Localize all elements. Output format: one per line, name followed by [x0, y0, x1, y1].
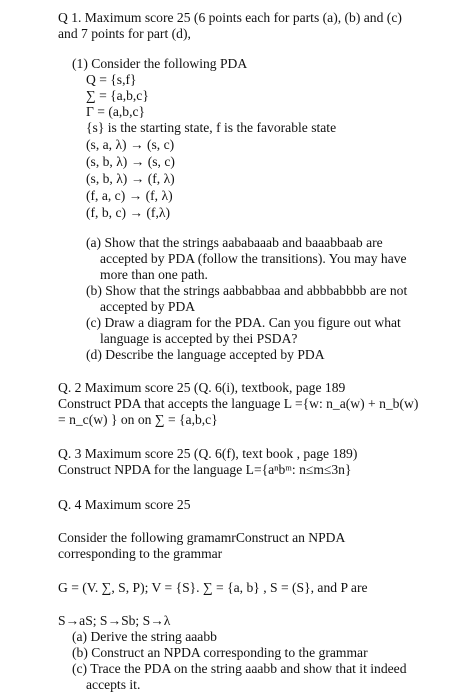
q1-def-alphabet: ∑ = {a,b,c}: [86, 88, 149, 103]
q4-part-a: (a) Derive the string aaabb: [72, 629, 217, 644]
q4-intro-line2: corresponding to the grammar: [58, 546, 223, 561]
q1-transition: (f, b, c) → (f,λ): [86, 205, 170, 220]
q4-heading: Q. 4 Maximum score 25: [58, 497, 191, 512]
q1-start-note: {s} is the starting state, f is the favorable state: [86, 120, 337, 135]
q2-language-line1: Construct PDA that accepts the language L ={w: n_a(w) + n_b(w): [58, 396, 419, 411]
q1-transition: (s, a, λ) → (s, c): [86, 137, 175, 152]
q4-grammar-definition: G = (V. ∑, S, P); V = {S}. ∑ = {a, b} , S = (S}, and P are: [58, 580, 368, 595]
q1-part-a-line3: more than one path.: [100, 267, 208, 282]
q1-transition: (s, b, λ) → (f, λ): [86, 171, 175, 186]
q1-transition: (s, b, λ) → (s, c): [86, 154, 175, 169]
q4-part-c-line2: accepts it.: [86, 677, 141, 692]
q1-part-c-line1: (c) Draw a diagram for the PDA. Can you figure out what: [86, 315, 401, 330]
q1-def-stack-alphabet: Γ = (a,b,c}: [86, 104, 146, 119]
q2-language-line2: = n_c(w) } on on ∑ = {a,b,c}: [58, 412, 218, 427]
q2-heading: Q. 2 Maximum score 25 (Q. 6(i), textbook, page 189: [58, 380, 346, 395]
q1-heading-line1: Q 1. Maximum score 25 (6 points each for parts (a), (b) and (c): [58, 10, 402, 25]
q4-productions: S→aS; S→Sb; S→λ: [58, 613, 171, 628]
q3-heading: Q. 3 Maximum score 25 (Q. 6(f), text book , page 189): [58, 446, 358, 461]
q1-transition: (f, a, c) → (f, λ): [86, 188, 173, 203]
q1-part-b-line1: (b) Show that the strings aabbabbaa and abbbabbbb are not: [86, 283, 408, 298]
q1-part-d: (d) Describe the language accepted by PDA: [86, 347, 325, 362]
q1-def-states: Q = {s,f}: [86, 72, 137, 87]
q1-pda-intro: (1) Consider the following PDA: [72, 56, 248, 71]
q4-part-c-line1: (c) Trace the PDA on the string aaabb and show that it indeed: [72, 661, 407, 676]
q1-part-b-line2: accepted by PDA: [100, 299, 196, 314]
q1-part-c-line2: language is accepted by thei PSDA?: [100, 331, 298, 346]
q4-part-b: (b) Construct an NPDA corresponding to the grammar: [72, 645, 368, 660]
q1-heading-line2: and 7 points for part (d),: [58, 26, 191, 41]
q3-language: Construct NPDA for the language L={aⁿbᵐ: n≤m≤3n}: [58, 462, 352, 477]
q4-intro-line1: Consider the following gramamrConstruct an NPDA: [58, 530, 346, 545]
q1-part-a-line2: accepted by PDA (follow the transitions). You may have: [100, 251, 407, 266]
q1-part-a-line1: (a) Show that the strings aababaaab and baaabbaab are: [86, 235, 383, 250]
